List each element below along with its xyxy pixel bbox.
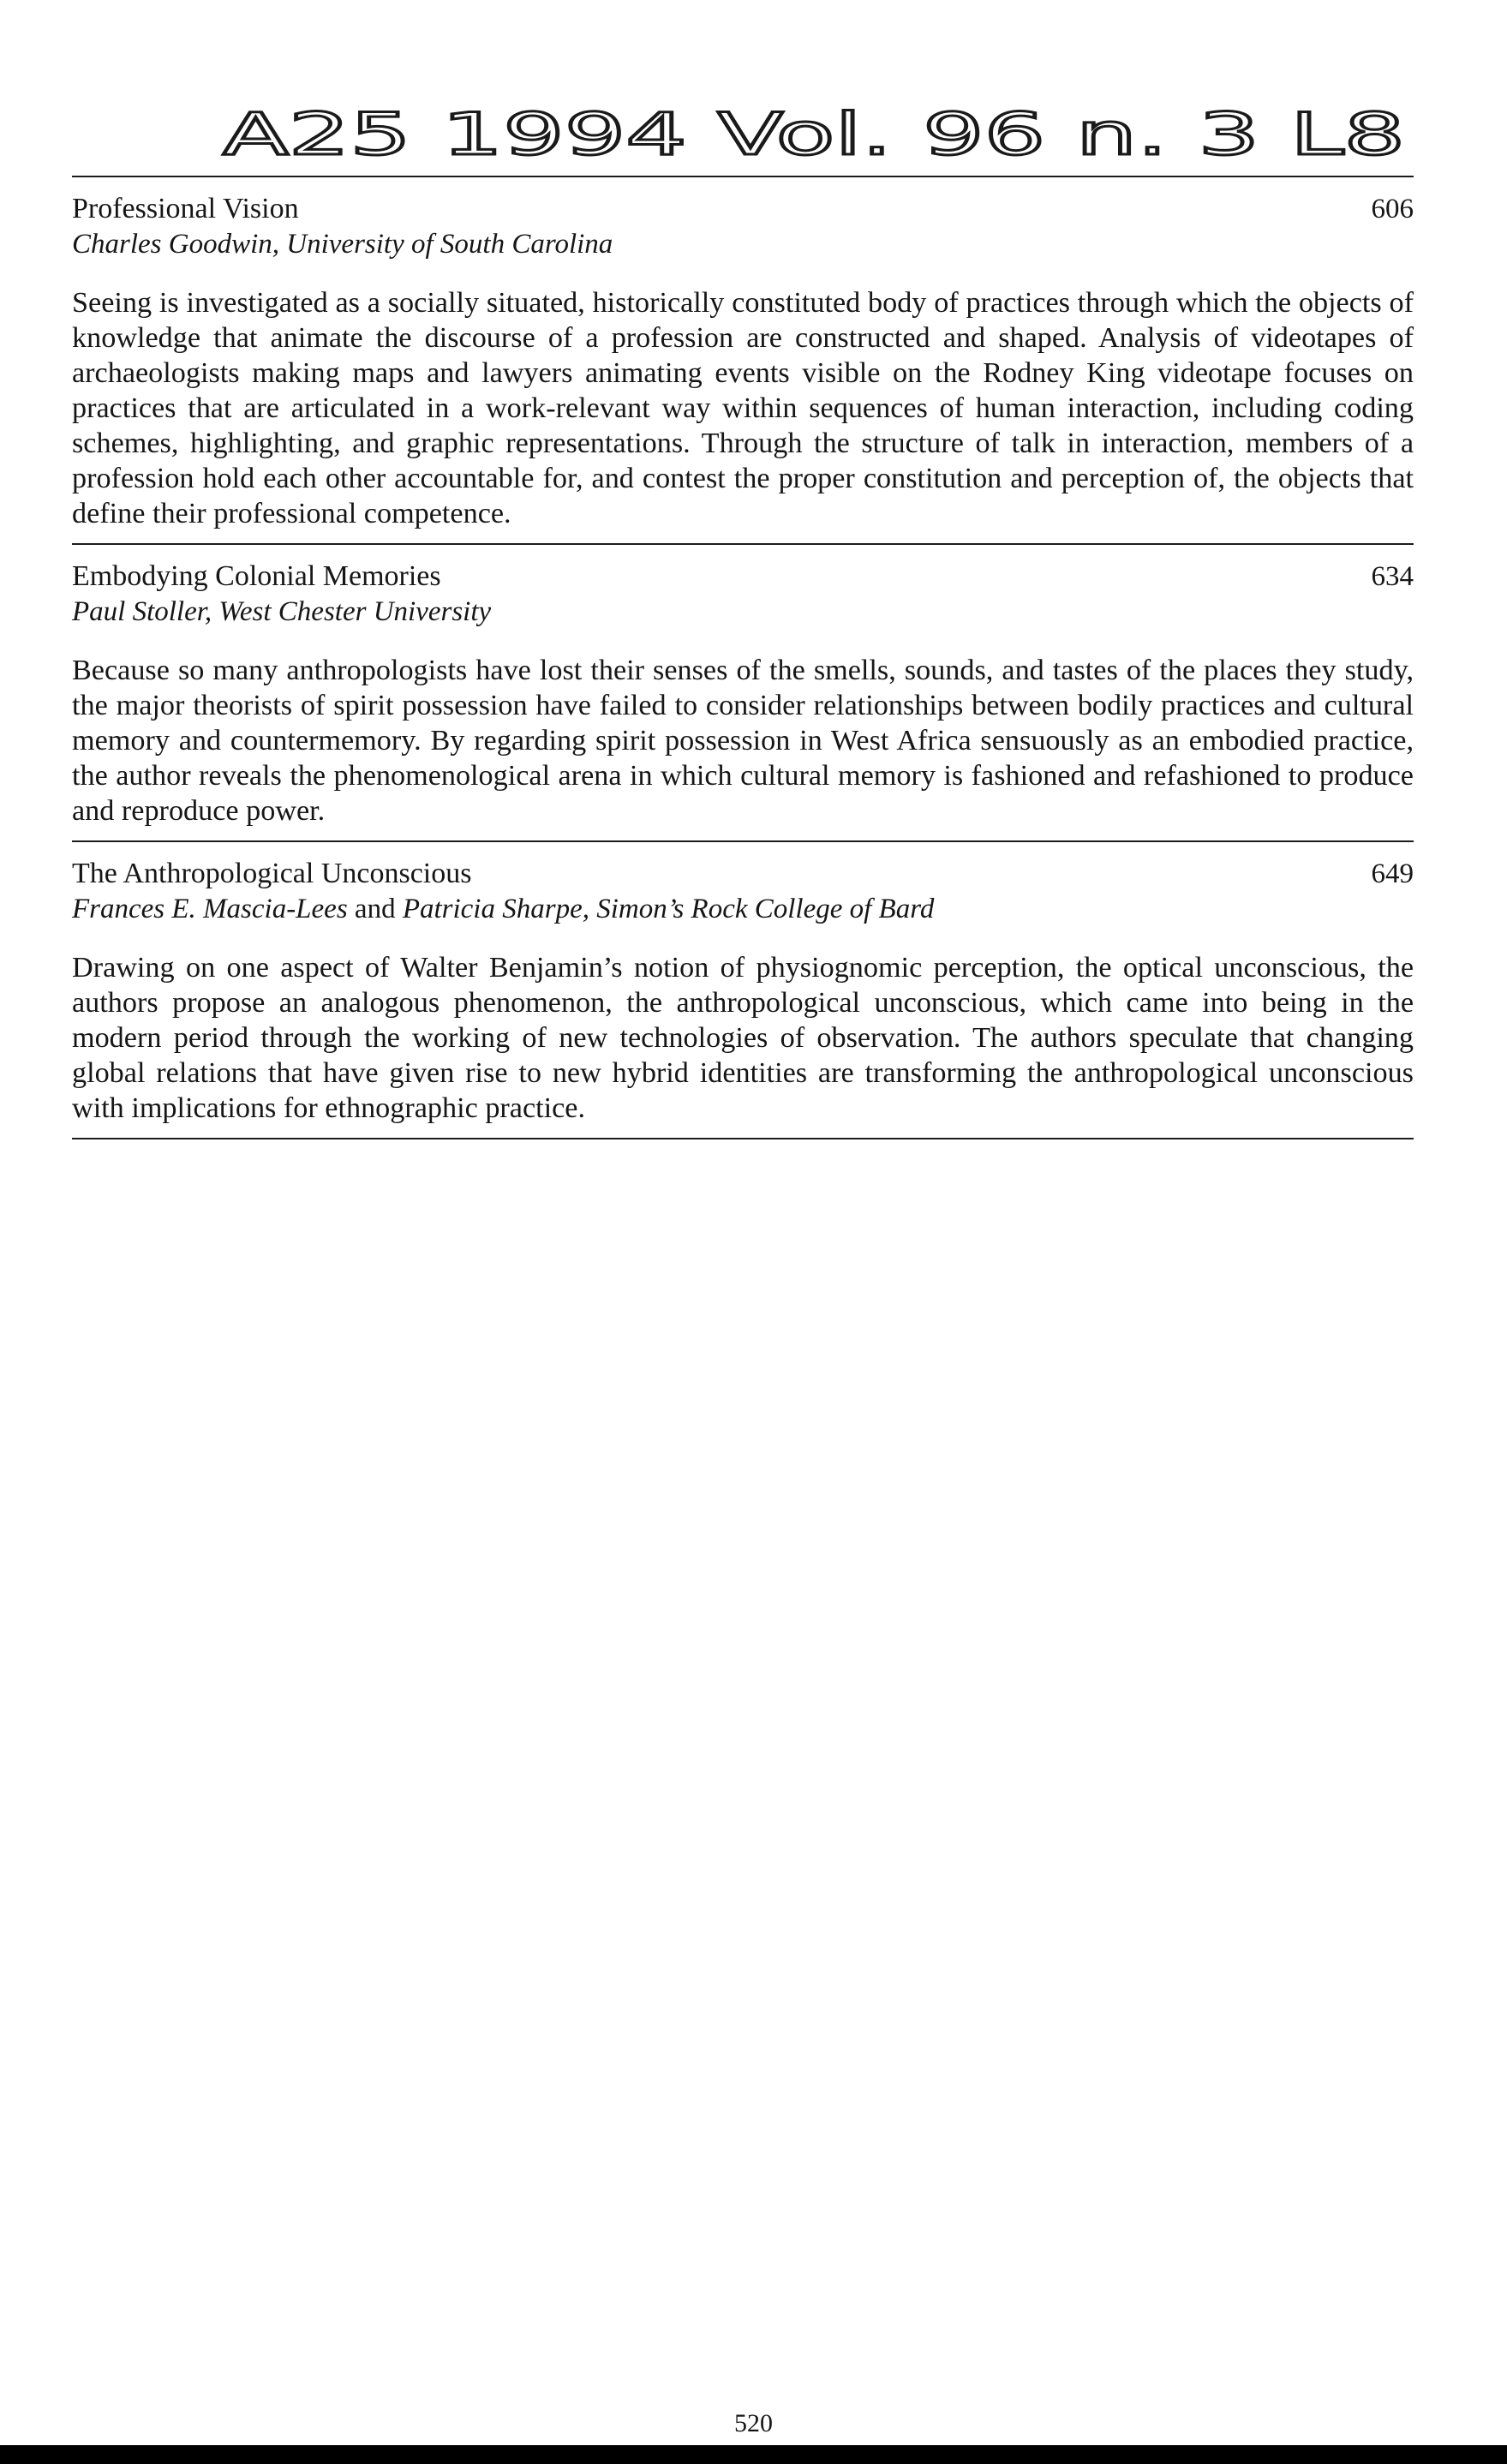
- scan-border: [0, 2445, 1507, 2464]
- entry-heading: [72, 847, 1414, 892]
- article-author: Paul Stoller, West Chester University: [72, 596, 492, 627]
- article-author: Charles Goodwin, University of South Carolina: [72, 229, 613, 260]
- entry-heading: [72, 182, 1414, 227]
- article-author-second: Patricia Sharpe, Simon’s Rock College of Bard: [402, 894, 935, 924]
- author-conjunction: and: [354, 894, 396, 924]
- handwritten-annotation: [0, 0, 1507, 171]
- article-page-number: 606: [1371, 194, 1414, 224]
- handwritten-call-number: A25 1994 Vol. 96 n. 3 L8: [223, 101, 1405, 169]
- article-title[interactable]: Embodying Colonial Memories: [72, 560, 441, 592]
- article-abstract: Because so many anthropologists have lost their senses of the smells, sounds, and tastes of the places they study, the major theorists of spirit possession have failed to consider relationships between bodily practices and cultural memory and countermemory. By regarding spirit possession in West Africa sensuously as an embodied practice, the author reveals the phenomenological arena in which cultural memory is fashioned and refashioned to produce and reproduce power.: [72, 655, 1414, 827]
- article-author-first: Frances E. Mascia-Lees: [72, 894, 348, 924]
- toc-entry: [72, 177, 1414, 531]
- toc-entry: [72, 545, 1414, 828]
- article-title[interactable]: The Anthropological Unconscious: [72, 858, 472, 889]
- article-abstract: Seeing is investigated as a socially situated, historically constituted body of practices through which the objects of knowledge that animate the discourse of a profession are constructed and shaped. Analysis of videotapes of archaeologists making maps and lawyers animating events visible on the Rodney King videotape focuses on practices that are articulated in a work-relevant way within sequences of human interaction, including coding schemes, highlighting, and graphic representations. Through the structure of talk in interaction, members of a profession hold each other accountable for, and contest the proper constitution and perception of, the objects that define their professional competence.: [72, 287, 1414, 529]
- article-authors: [72, 892, 1414, 926]
- page-number: 520: [734, 2409, 773, 2437]
- article-abstract: Drawing on one aspect of Walter Benjamin’s notion of physiognomic perception, the optical unconscious, the authors propose an analogous phenomenon, the anthropological unconscious, which came into being in the modern period through the working of new technologies of observation. The authors speculate that changing global relations that have given rise to new hybrid identities are transforming the anthropological unconscious with implications for ethnographic practice.: [72, 952, 1414, 1124]
- article-page-number: 649: [1371, 858, 1414, 889]
- table-of-contents: [72, 176, 1414, 1139]
- toc-entry: [72, 842, 1414, 1126]
- article-title[interactable]: Professional Vision: [72, 193, 299, 224]
- divider-rule: [72, 1138, 1414, 1139]
- article-page-number: 634: [1371, 561, 1414, 592]
- entry-heading: [72, 550, 1414, 595]
